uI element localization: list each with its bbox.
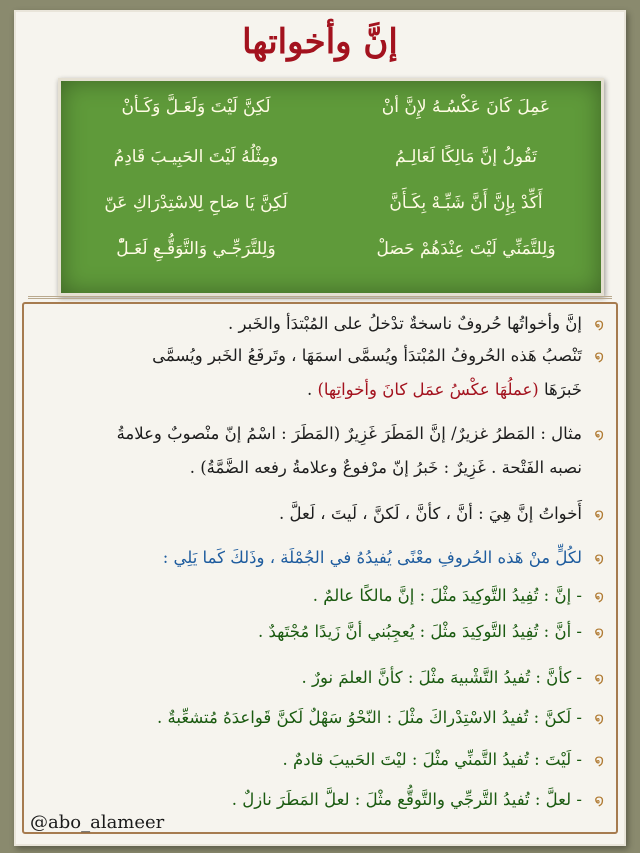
curl-bullet-icon: ໑ xyxy=(594,315,604,333)
curl-bullet-icon: ໑ xyxy=(594,347,604,365)
example-line: ໑- لَكنَّ : تُفيدُ الاسْتِدْراكَ مثْلَ : النّحْوُ سَهْلٌ لَكنَّ قَواعدَهُ مُتشعِّبةٌ . xyxy=(157,708,604,727)
verse-left: لَكِنَّ لَيْتَ وَلَعَـلَّ وَكَـأنْ xyxy=(121,97,271,117)
curl-bullet-icon: ໑ xyxy=(594,709,604,727)
verse-right: أَكِّدْ بِإِنَّ أَنَّ شَبِّـهْ بِكَـأَنَّ xyxy=(389,193,543,213)
poem-row xyxy=(61,239,601,279)
verse-right: عَمِلَ كَانَ عَكْسُـهُ لإِنَّ أنْ xyxy=(381,97,551,117)
curl-bullet-icon: ໑ xyxy=(594,791,604,809)
highlight-text: (عملُهَا عكْسُ عمَل كانَ وأخواتِها) xyxy=(317,380,539,399)
example-line: ໑- إنَّ : تُفِيدُ التَّوكِيدَ مثْلَ : إنَّ مالكًا عالمٌ . xyxy=(312,586,604,605)
example-line: ໑- لَيْتَ : تُفيدُ التَّمنِّي مثْلَ : ليْتَ الحَبيبَ قادمٌ . xyxy=(282,750,604,769)
poem-box xyxy=(58,78,604,296)
text-line: ໑لكُلٍّ منْ هَذه الحُروفِ معْنًى يُفيدُهُ في الجُمْلَة ، وذَلكَ كَما يَلِي : xyxy=(162,548,604,567)
text-line: ໑أَخواتُ إنَّ هِيَ : أنَّ ، كأنَّ ، لَكنَّ ، لَيتَ ، لَعلَّ . xyxy=(279,504,604,523)
example-line: ໑- أنَّ : تُفِيدُ التَّوكِيدَ مثْلَ : يُعجِبُني أنَّ زَيدًا مُجْتَهدٌ . xyxy=(258,622,604,641)
text-line: ໑تَنْصبُ هَذه الحُروفُ المُبْتدَأ ويُسمَّى اسمَهَا ، وتَرفَعُ الخَبر ويُسمَّى xyxy=(152,346,604,365)
poem-row xyxy=(61,97,601,137)
curl-bullet-icon: ໑ xyxy=(594,587,604,605)
verse-right: وَلِلتَّمَنِّي لَيْتَ عِنْدَهُمْ حَصَلْ xyxy=(376,239,556,259)
curl-bullet-icon: ໑ xyxy=(594,669,604,687)
verse-left: ومِثْلُهُ لَيْتَ الحَبِيـبَ قَادِمُ xyxy=(113,147,279,167)
explanation-panel xyxy=(22,302,618,834)
verse-left: لَكِنَّ يَا صَاحِ لِلاسْتِدْرَاكِ عَنّ xyxy=(104,193,288,213)
example-line: ໑- لعلَّ : تُفيدُ التَّرجِّي والتَّوقُّع مثْلَ : لعلَّ المَطَرَ نازلٌ . xyxy=(231,790,604,809)
author-handle: @abo_alameer xyxy=(30,812,165,833)
page-title: إنَّ وأخواتها xyxy=(242,22,398,62)
curl-bullet-icon: ໑ xyxy=(594,549,604,567)
curl-bullet-icon: ໑ xyxy=(594,505,604,523)
curl-bullet-icon: ໑ xyxy=(594,751,604,769)
text-line: نصبه الفَتْحة . غَزِيرٌ : خَبرُ إنّ مرْفوعٌ وعلامةُ رفعه الضَّمَّةُ) . xyxy=(189,458,582,477)
text-line: ໑إنَّ وأخواتُها حُروفٌ ناسخةٌ تدْخلُ على المُبْتدَأ والخَبر . xyxy=(228,314,604,333)
poem-row xyxy=(61,193,601,233)
divider xyxy=(28,296,612,299)
text-line: خَبرَهَا (عملُهَا عكْسُ عمَل كانَ وأخواتِها) . xyxy=(306,380,582,399)
example-line: ໑- كأنَّ : تُفيدُ التَّشْبيهَ مثْلَ : كأنَّ العلمَ نورٌ . xyxy=(301,668,604,687)
verse-left: وَلِلتَّرَجِّـي وَالتَّوَقُّـعِ لَعَـلّْ xyxy=(116,239,276,259)
curl-bullet-icon: ໑ xyxy=(594,425,604,443)
poem-row xyxy=(61,147,601,187)
text-line: ໑مثال : المَطرُ غزيرٌ/ إنَّ المَطَرَ غَزِيرٌ (المَطَرَ : اسْمُ إنّ منْصوبٌ وعلامةُ xyxy=(116,424,604,443)
curl-bullet-icon: ໑ xyxy=(594,623,604,641)
verse-right: تَقُولُ إنَّ مَالِكًا لَعَالِـمُ xyxy=(395,147,537,167)
